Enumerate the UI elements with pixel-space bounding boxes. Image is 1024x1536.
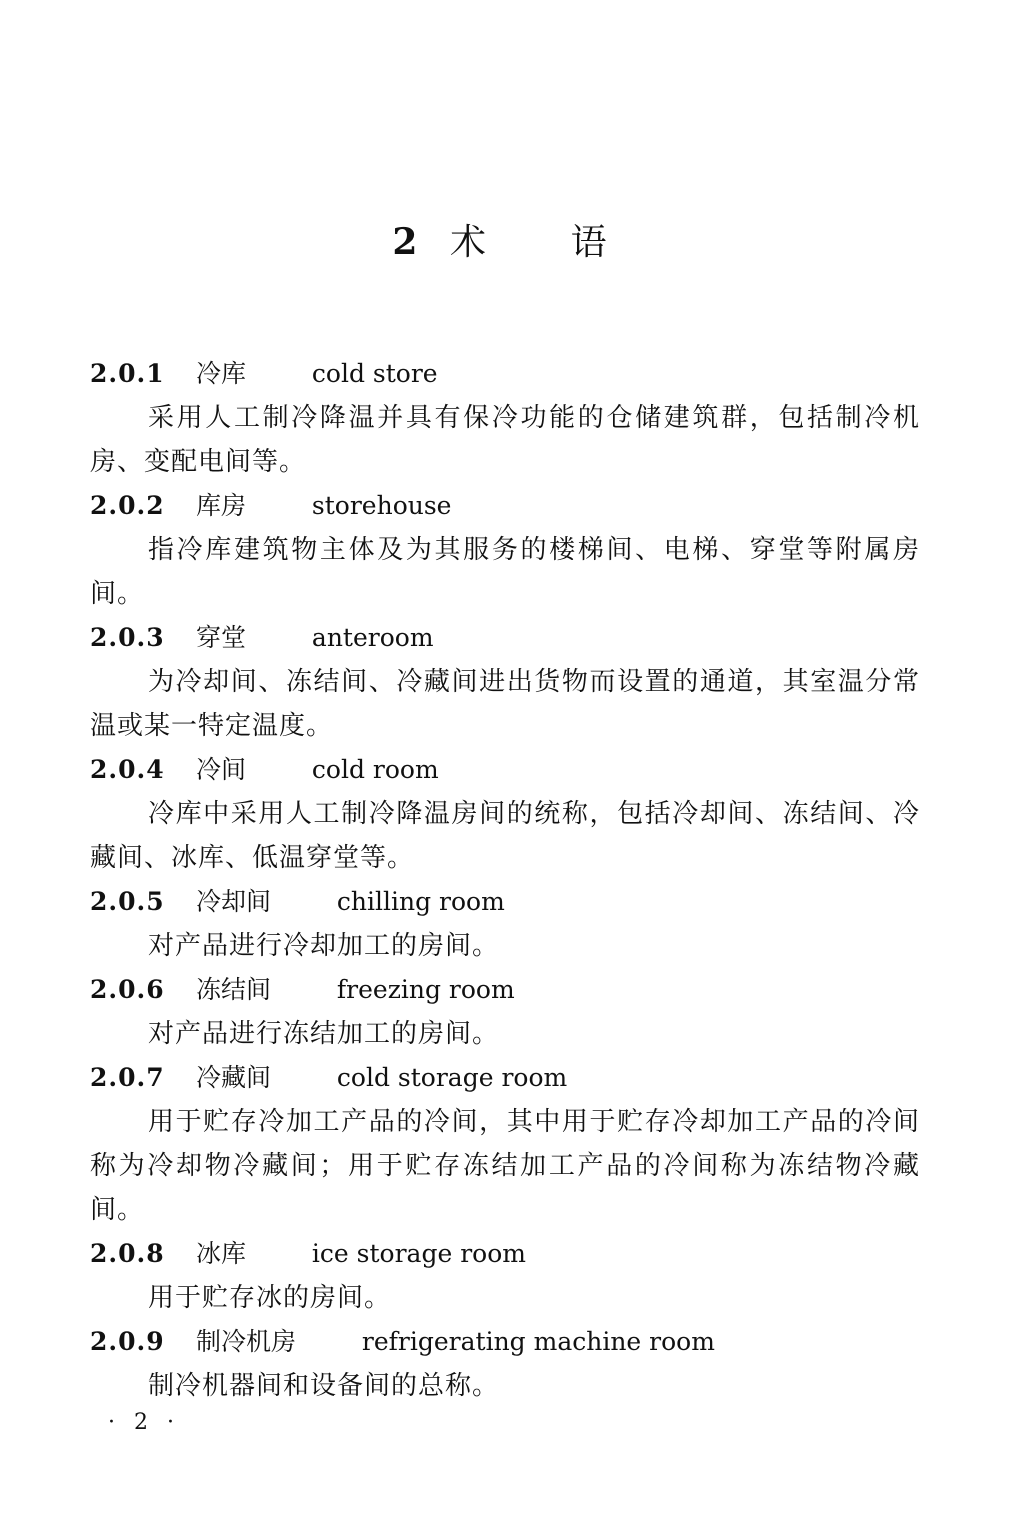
term-entry-2-0-5	[90, 880, 920, 968]
term-definition: 制冷机器间和设备间的总称。	[148, 1371, 500, 1401]
term-definition: 冷库中采用人工制冷降温房间的统称，包括冷却间、冻结间、冷藏间、冰库、低温穿堂等。	[90, 799, 920, 873]
terms-list	[90, 352, 920, 1408]
term-definition: 指冷库建筑物主体及为其服务的楼梯间、电梯、穿堂等附属房间。	[90, 535, 920, 609]
chapter-number: 2	[392, 221, 419, 263]
term-entry-2-0-7	[90, 1056, 920, 1232]
term-heading	[90, 352, 920, 396]
term-heading	[90, 616, 920, 660]
term-english: freezing room	[336, 975, 515, 1004]
term-number: 2.0.6	[90, 975, 165, 1004]
chapter-title	[0, 214, 1000, 271]
term-number: 2.0.3	[90, 623, 165, 652]
term-entry-2-0-1	[90, 352, 920, 484]
term-definition: 用于贮存冷加工产品的冷间，其中用于贮存冷却加工产品的冷间称为冷却物冷藏间；用于贮存冻结加工产品的冷间称为冻结物冷藏间。	[90, 1107, 920, 1225]
term-entry-2-0-3	[90, 616, 920, 748]
term-number: 2.0.8	[90, 1239, 165, 1268]
term-definition: 采用人工制冷降温并具有保冷功能的仓储建筑群，包括制冷机房、变配电间等。	[90, 403, 920, 477]
term-english: storehouse	[311, 491, 452, 520]
term-entry-2-0-9	[90, 1320, 920, 1408]
term-heading	[90, 1232, 920, 1276]
term-chinese: 冷库	[195, 359, 246, 388]
term-number: 2.0.9	[90, 1327, 165, 1356]
term-number: 2.0.1	[90, 359, 165, 388]
term-definition: 为冷却间、冻结间、冷藏间进出货物而设置的通道，其室温分常温或某一特定温度。	[90, 667, 920, 741]
term-english: cold store	[311, 359, 438, 388]
term-english: chilling room	[336, 887, 505, 916]
chapter-title-part-2: 语	[570, 222, 608, 263]
chapter-title-part-1: 术	[450, 222, 488, 263]
term-chinese: 冰库	[195, 1239, 246, 1268]
term-chinese: 穿堂	[195, 623, 246, 652]
term-english: ice storage room	[311, 1239, 526, 1268]
term-chinese: 制冷机房	[195, 1327, 296, 1356]
term-chinese: 冷藏间	[195, 1063, 271, 1092]
term-english: cold room	[311, 755, 439, 784]
term-heading	[90, 1056, 920, 1100]
term-definition: 对产品进行冻结加工的房间。	[148, 1019, 500, 1049]
term-chinese: 冷却间	[195, 887, 271, 916]
term-chinese: 冻结间	[195, 975, 271, 1004]
term-english: cold storage room	[336, 1063, 568, 1092]
term-entry-2-0-4	[90, 748, 920, 880]
term-definition: 用于贮存冰的房间。	[148, 1283, 392, 1313]
term-heading	[90, 1320, 920, 1364]
term-chinese: 库房	[195, 491, 246, 520]
term-definition: 对产品进行冷却加工的房间。	[148, 931, 500, 961]
term-english: anteroom	[311, 623, 434, 652]
page-number: · 2 ·	[108, 1410, 180, 1435]
term-heading	[90, 968, 920, 1012]
term-entry-2-0-8	[90, 1232, 920, 1320]
term-number: 2.0.7	[90, 1063, 165, 1092]
term-entry-2-0-6	[90, 968, 920, 1056]
term-number: 2.0.4	[90, 755, 165, 784]
term-number: 2.0.2	[90, 491, 165, 520]
term-heading	[90, 880, 920, 924]
term-chinese: 冷间	[195, 755, 246, 784]
term-heading	[90, 748, 920, 792]
term-number: 2.0.5	[90, 887, 165, 916]
term-heading	[90, 484, 920, 528]
term-english: refrigerating machine room	[361, 1327, 715, 1356]
term-entry-2-0-2	[90, 484, 920, 616]
